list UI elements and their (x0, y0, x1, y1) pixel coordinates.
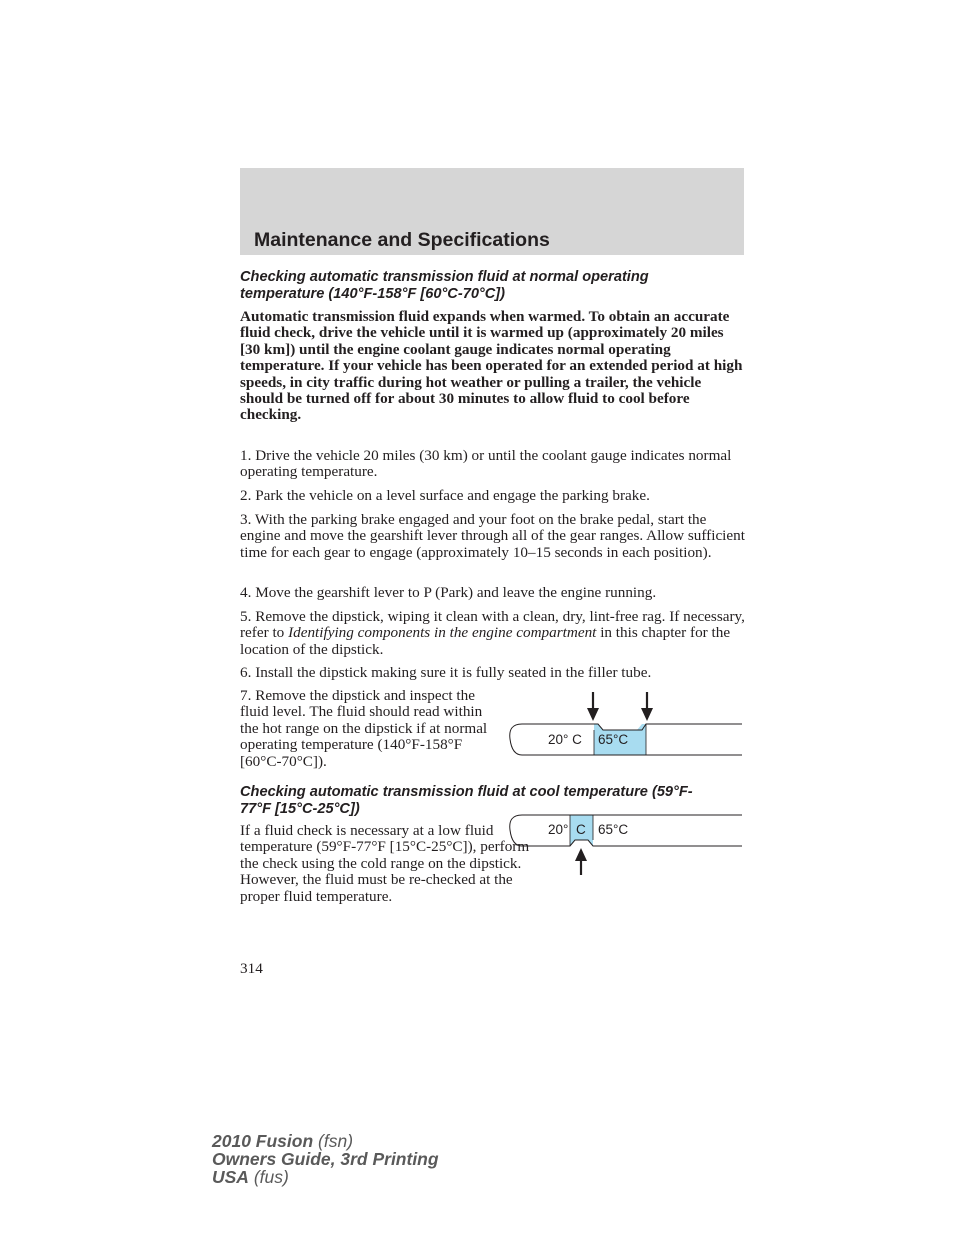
footer-line-1 (212, 1132, 439, 1150)
footer-market: USA (212, 1167, 249, 1187)
dipstick-cold-mark-b: C (576, 822, 586, 837)
dipstick-cold-mark: 20° C (548, 732, 582, 747)
step-5-reference: Identifying components in the engine compartment (288, 624, 597, 642)
footer-model-code: (fsn) (313, 1131, 354, 1151)
step-3: 3. With the parking brake engaged and your foot on the brake pedal, start the engine and move the gearshift lever through all of the gear ranges. Allow sufficient time for each gear to engage (approximately 10–15 seconds in each position). (240, 511, 745, 561)
step-4: 4. Move the gearshift lever to P (Park) and leave the engine running. (240, 584, 657, 601)
step-7: 7. Remove the dipstick and inspect the fluid level. The fluid should read within the hot range on the dipstick if at normal operating temperature (140°F-158°F [60°C-70°C]). (240, 687, 488, 770)
footer-market-code: (fus) (248, 1167, 289, 1187)
step-2: 2. Park the vehicle on a level surface and engage the parking brake. (240, 487, 650, 504)
dipstick-hot-range-diagram (508, 690, 744, 760)
footer-line-2: Owners Guide, 3rd Printing (212, 1149, 439, 1169)
arrow-down-icon (587, 708, 599, 721)
footer-line-3 (212, 1168, 439, 1186)
arrow-up-icon (575, 848, 587, 861)
subheading-normal-temp: Checking automatic transmission fluid at normal operating temperature (140°F-158°F [60°C-70°C]) (240, 269, 649, 302)
warning-paragraph: Automatic transmission fluid expands when warmed. To obtain an accurate fluid check, drive the vehicle until it is warmed up (approximately 20 miles [30 km]) until the engine coolant gauge indicates normal operating temperature. If your vehicle has been operated for an extended period at high speeds, in city traffic during hot weather or pulling a trailer, the vehicle should be turned off for about 30 minutes to allow fluid to cool before checking. (240, 308, 743, 424)
step-5-text-b: in this chapter for the location of the dipstick. (240, 624, 731, 658)
step-6: 6. Install the dipstick making sure it is fully seated in the filler tube. (240, 664, 652, 681)
dipstick-hot-mark: 65°C (598, 822, 629, 837)
document-footer (212, 1132, 439, 1186)
arrow-down-icon (641, 708, 653, 721)
step-1: 1. Drive the vehicle 20 miles (30 km) or until the coolant gauge indicates normal operating temperature. (240, 447, 732, 481)
dipstick-hot-mark: 65°C (598, 732, 629, 747)
footer-model: 2010 Fusion (212, 1131, 314, 1151)
section-title: Maintenance and Specifications (254, 229, 550, 251)
subheading-cool-temp: Checking automatic transmission fluid at cool temperature (59°F-77°F [15°C-25°C]) (240, 784, 693, 817)
dipstick-cold-mark-a: 20° (548, 822, 569, 837)
cool-check-paragraph: If a fluid check is necessary at a low fluid temperature (59°F-77°F [15°C-25°C]), perform the check using the cold range on the dipstick. However, the fluid must be re-checked at the proper fluid temperature. (240, 822, 530, 905)
page-number: 314 (240, 960, 263, 977)
step-5-text-a: 5. Remove the dipstick, wiping it clean with a clean, dry, lint-free rag. If necessary, refer to (240, 608, 745, 642)
step-5 (240, 609, 746, 658)
